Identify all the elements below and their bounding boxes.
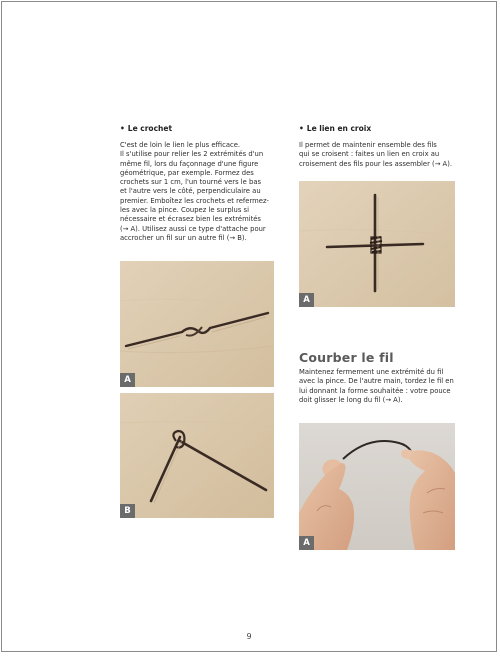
text-line: premier. Emboîtez les crochets et refermez- (120, 196, 269, 205)
text-line: avec la pince. De l'autre main, tordez le fil en (299, 377, 454, 386)
text-line: lui donnant la forme souhaitée : votre pouce (299, 386, 451, 395)
text-line: Maintenez fermement une extrémité du fil (299, 368, 444, 376)
heading-text: Le crochet (127, 124, 173, 133)
section-heading-lien-croix (299, 124, 371, 133)
photo-label: A (120, 373, 135, 387)
bullet: • (120, 124, 125, 133)
text-line: les avec la pince. Coupez le surplus si (120, 206, 249, 215)
bullet: • (299, 124, 304, 133)
heading-text: Le lien en croix (306, 124, 372, 133)
courber-paragraph (299, 368, 469, 405)
book-page (1, 1, 497, 652)
text-line: Il s'utilise pour relier les 2 extrémités d'un (120, 150, 264, 159)
crochet-paragraph (120, 141, 295, 243)
photo-lien-croix (299, 181, 455, 307)
text-line: et l'autre vers le côté, perpendiculaire au (120, 187, 261, 196)
photo-label: A (299, 293, 314, 307)
text-line: C'est de loin le lien le plus efficace. (120, 141, 241, 149)
text-line: nécessaire et écrasez bien les extrémités (120, 215, 261, 224)
photo-label: A (299, 536, 314, 550)
photo-label: B (120, 504, 135, 518)
text-line: crochets sur 1 cm, l'un tourné vers le bas (120, 178, 262, 187)
text-line: accrocher un fil sur un autre fil (→ B). (120, 233, 247, 242)
text-line: qui se croisent : faites un lien en croix au (299, 150, 440, 159)
photo-crochet-b (120, 393, 274, 518)
photo-courber-fil (299, 423, 455, 550)
text-line: doit glisser le long du fil (→ A). (299, 395, 403, 404)
text-line: Il permet de maintenir ensemble des fils (299, 141, 437, 149)
text-line: géométrique, par exemple. Formez des (120, 168, 254, 177)
section-title-courber: Courber le fil (299, 350, 394, 365)
page-number: 9 (246, 632, 252, 641)
section-heading-crochet (120, 124, 172, 133)
lien-croix-paragraph (299, 141, 469, 169)
photo-crochet-a (120, 261, 274, 387)
text-line: même fil, lors du façonnage d'une figure (120, 159, 259, 168)
text-line: croisement des fils pour les assembler (→ A). (299, 159, 453, 168)
text-line: (→ A). Utilisez aussi ce type d'attache pour (120, 224, 266, 233)
